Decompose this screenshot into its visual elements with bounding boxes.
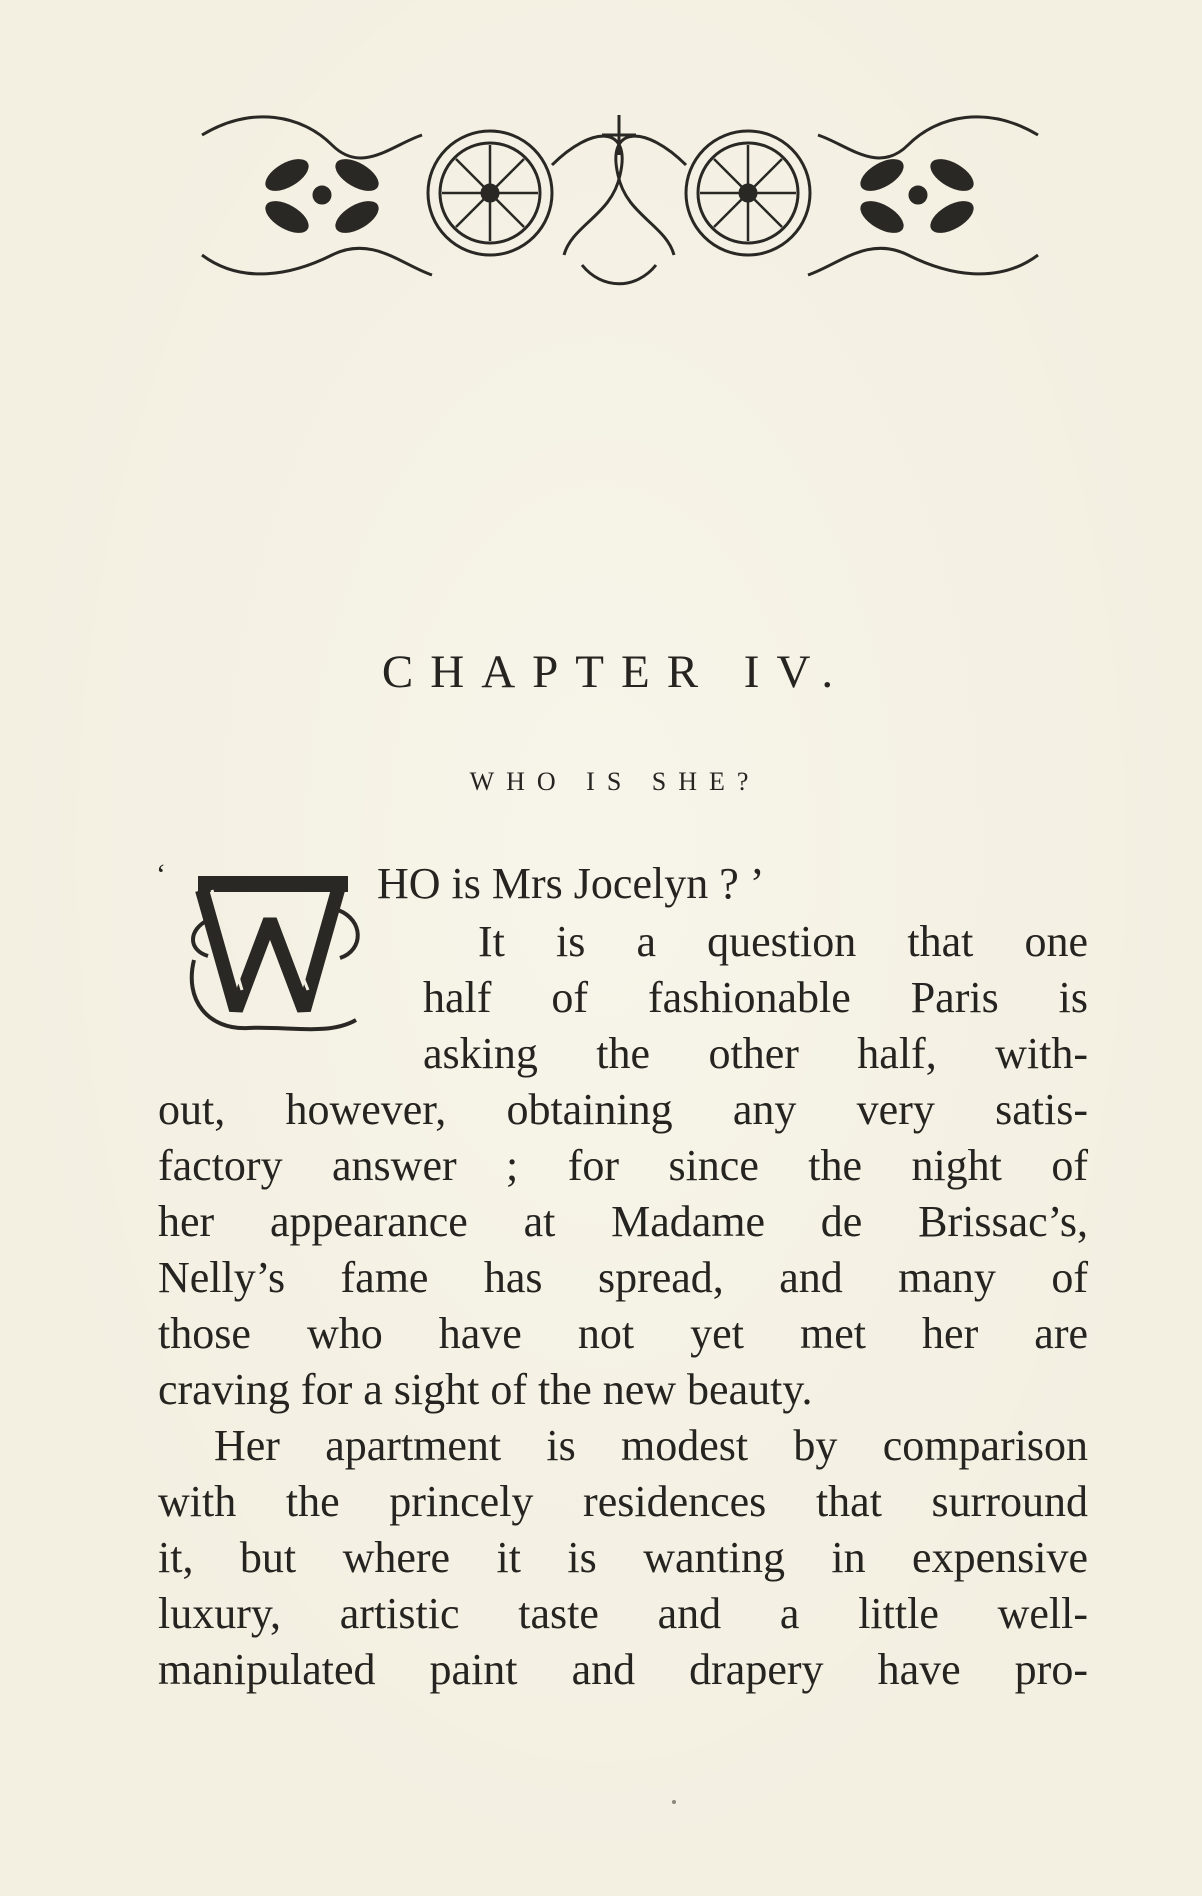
- text-line: with the princely residences that surround: [158, 1477, 1088, 1526]
- text-line: asking the other half, with-: [423, 1029, 1088, 1078]
- chapter-subtitle: WHO IS SHE?: [469, 767, 761, 796]
- chapter-heading: CHAPTER IV.: [381, 646, 851, 698]
- drop-cap-ornament: [188, 860, 364, 1040]
- text-line: half of fashionable Paris is: [423, 973, 1088, 1022]
- text-line: it, but where it is wanting in expensive: [158, 1533, 1088, 1582]
- text-line: Nelly’s fame has spread, and many of: [158, 1253, 1088, 1302]
- text-line: craving for a sight of the new beauty.: [158, 1365, 813, 1414]
- first-line: HO is Mrs Jocelyn ? ’: [377, 859, 765, 908]
- opening-quote-mark: ‘: [156, 858, 166, 891]
- text-line: her appearance at Madame de Brissac’s,: [158, 1197, 1088, 1246]
- page-mark: [672, 1800, 676, 1804]
- text-line: out, however, obtaining any very satis-: [158, 1085, 1088, 1134]
- text-line: those who have not yet met her are: [158, 1309, 1088, 1358]
- text-line: It is a question that one: [478, 917, 1088, 966]
- text-line: manipulated paint and drapery have pro-: [158, 1645, 1088, 1694]
- text-line: Her apartment is modest by comparison: [214, 1421, 1088, 1470]
- headpiece-ornament: [192, 105, 1048, 293]
- text-line: luxury, artistic taste and a little well-: [158, 1589, 1088, 1638]
- text-line: factory answer ; for since the night of: [158, 1141, 1088, 1190]
